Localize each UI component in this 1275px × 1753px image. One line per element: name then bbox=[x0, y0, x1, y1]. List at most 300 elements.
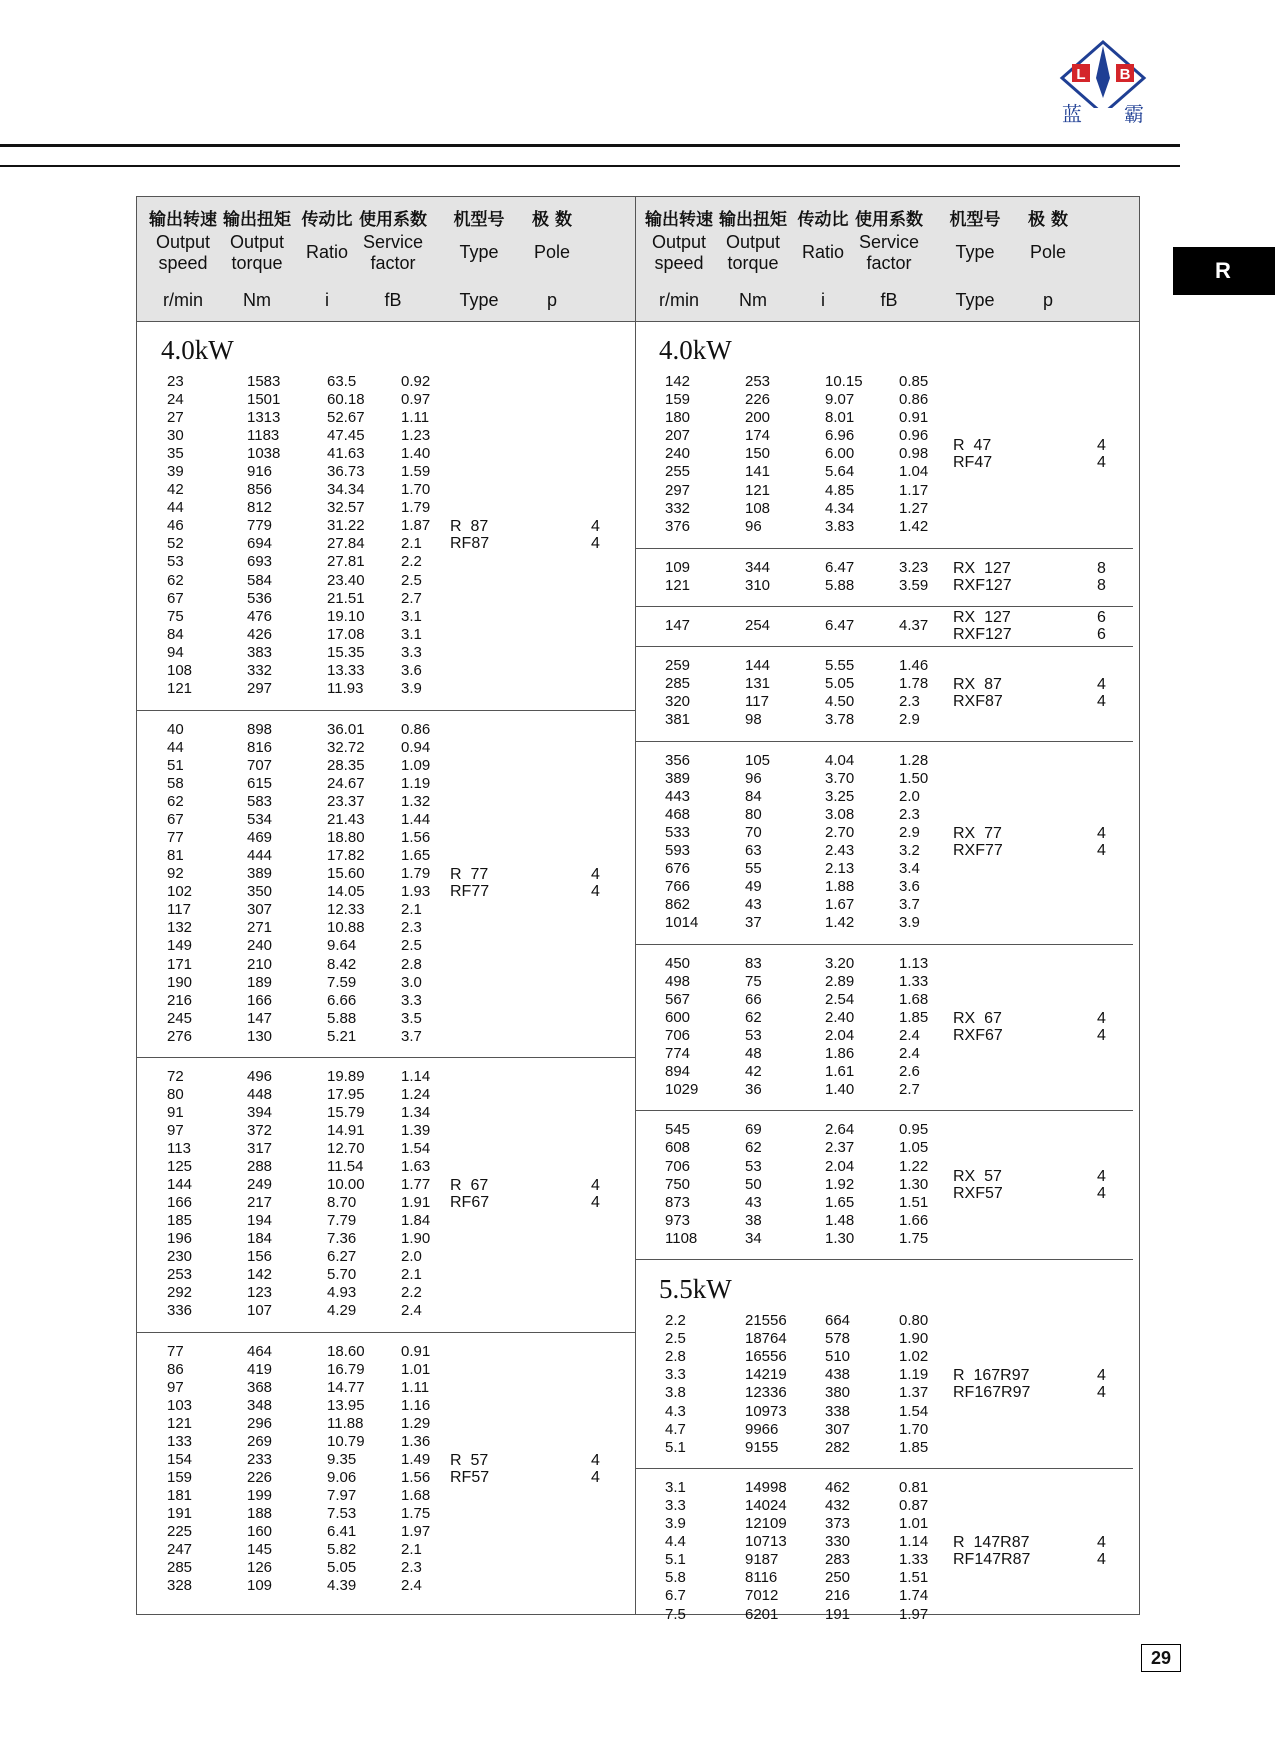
torque-cell: 141 bbox=[745, 463, 771, 481]
ratio-cell: 6.47 bbox=[825, 617, 855, 635]
torque-cell: 21556 bbox=[745, 1312, 787, 1330]
speed-cell: 190 bbox=[167, 973, 193, 991]
table-row bbox=[635, 1569, 1133, 1587]
ratio-cell: 5.64 bbox=[825, 463, 855, 481]
speed-cell: 5.1 bbox=[665, 1551, 686, 1569]
torque-cell: 188 bbox=[247, 1504, 273, 1522]
table-row bbox=[137, 427, 635, 445]
speed-cell: 240 bbox=[665, 445, 691, 463]
ratio-cell: 2.89 bbox=[825, 972, 855, 990]
torque-cell: 288 bbox=[247, 1158, 273, 1176]
table-row bbox=[635, 896, 1133, 914]
header-cn-1-0: 输出转速 bbox=[645, 210, 713, 230]
table-row bbox=[635, 1439, 1133, 1457]
spec-section bbox=[635, 606, 1133, 646]
factor-cell: 1.56 bbox=[401, 1468, 431, 1486]
factor-cell: 0.95 bbox=[899, 1121, 929, 1139]
torque-cell: 583 bbox=[247, 793, 273, 811]
ratio-cell: 34.34 bbox=[327, 481, 365, 499]
torque-cell: 53 bbox=[745, 1026, 762, 1044]
table-row bbox=[137, 1176, 635, 1194]
factor-cell: 3.4 bbox=[899, 860, 920, 878]
torque-cell: 98 bbox=[745, 711, 762, 729]
type-cell: RX 87 RXF87 bbox=[953, 676, 1003, 711]
spec-section bbox=[635, 1110, 1133, 1259]
factor-cell: 1.93 bbox=[401, 883, 431, 901]
table-row bbox=[635, 788, 1133, 806]
type-cell: RX 67 RXF67 bbox=[953, 1009, 1003, 1044]
table-row bbox=[635, 1176, 1133, 1194]
speed-cell: 4.7 bbox=[665, 1420, 686, 1438]
header-sym-0-3: fB bbox=[384, 290, 402, 310]
factor-cell: 1.68 bbox=[899, 990, 929, 1008]
table-row bbox=[635, 824, 1133, 842]
speed-cell: 4.3 bbox=[665, 1402, 686, 1420]
ratio-cell: 2.04 bbox=[825, 1157, 855, 1175]
ratio-cell: 11.88 bbox=[327, 1414, 364, 1432]
header-cn-0-3: 使用系数 bbox=[359, 210, 427, 230]
torque-cell: 6201 bbox=[745, 1605, 779, 1623]
speed-cell: 276 bbox=[167, 1027, 193, 1045]
speed-cell: 147 bbox=[665, 617, 691, 635]
table-row bbox=[635, 427, 1133, 445]
speed-cell: 247 bbox=[167, 1541, 193, 1559]
ratio-cell: 5.88 bbox=[327, 1009, 357, 1027]
speed-cell: 894 bbox=[665, 1063, 691, 1081]
factor-cell: 2.1 bbox=[401, 535, 422, 553]
torque-cell: 444 bbox=[247, 847, 273, 865]
factor-cell: 0.97 bbox=[401, 391, 431, 409]
ratio-cell: 17.82 bbox=[327, 847, 365, 865]
factor-cell: 1.74 bbox=[899, 1587, 929, 1605]
table-row bbox=[635, 1139, 1133, 1157]
speed-cell: 102 bbox=[167, 883, 193, 901]
table-row bbox=[635, 1194, 1133, 1212]
factor-cell: 1.23 bbox=[401, 427, 431, 445]
factor-cell: 1.79 bbox=[401, 865, 431, 883]
torque-cell: 144 bbox=[745, 657, 771, 675]
speed-cell: 121 bbox=[167, 679, 193, 697]
table-row bbox=[635, 373, 1133, 391]
ratio-cell: 11.54 bbox=[327, 1158, 364, 1176]
table-row bbox=[635, 500, 1133, 518]
header-cn-1-5: 极 数 bbox=[1028, 210, 1068, 230]
factor-cell: 1.33 bbox=[899, 1551, 929, 1569]
ratio-cell: 13.33 bbox=[327, 661, 365, 679]
torque-cell: 174 bbox=[745, 427, 771, 445]
ratio-cell: 21.51 bbox=[327, 589, 365, 607]
speed-cell: 125 bbox=[167, 1158, 193, 1176]
ratio-cell: 462 bbox=[825, 1478, 851, 1496]
ratio-cell: 2.70 bbox=[825, 823, 855, 841]
torque-cell: 1038 bbox=[247, 445, 281, 463]
torque-cell: 383 bbox=[247, 643, 273, 661]
factor-cell: 1.75 bbox=[899, 1229, 929, 1247]
speed-cell: 121 bbox=[167, 1414, 193, 1432]
spec-section bbox=[635, 1259, 1133, 1468]
factor-cell: 3.59 bbox=[899, 576, 929, 594]
factor-cell: 2.8 bbox=[401, 955, 422, 973]
speed-cell: 4.4 bbox=[665, 1533, 686, 1551]
ratio-cell: 4.93 bbox=[327, 1284, 357, 1302]
ratio-cell: 2.37 bbox=[825, 1139, 855, 1157]
table-row bbox=[635, 693, 1133, 711]
table-row bbox=[635, 391, 1133, 409]
speed-cell: 2.8 bbox=[665, 1348, 686, 1366]
torque-cell: 34 bbox=[745, 1229, 762, 1247]
speed-cell: 328 bbox=[167, 1577, 193, 1595]
header-cn-0-1: 输出扭矩 bbox=[223, 210, 291, 230]
factor-cell: 1.91 bbox=[401, 1194, 431, 1212]
torque-cell: 348 bbox=[247, 1396, 273, 1414]
torque-cell: 18764 bbox=[745, 1330, 787, 1348]
factor-cell: 1.85 bbox=[899, 1438, 929, 1456]
factor-cell: 1.34 bbox=[401, 1103, 431, 1121]
speed-cell: 40 bbox=[167, 720, 184, 738]
page-number: 29 bbox=[1141, 1644, 1181, 1672]
table-row bbox=[635, 1212, 1133, 1230]
factor-cell: 1.46 bbox=[899, 657, 929, 675]
table-row bbox=[137, 1505, 635, 1523]
table-row bbox=[635, 973, 1133, 991]
torque-cell: 14998 bbox=[745, 1478, 787, 1496]
factor-cell: 1.56 bbox=[401, 829, 431, 847]
header-en-1-1: Output torque bbox=[725, 232, 781, 273]
speed-cell: 52 bbox=[167, 535, 184, 553]
pole-cell: 4 4 bbox=[1097, 825, 1106, 860]
table-row bbox=[137, 373, 635, 391]
table-row bbox=[635, 842, 1133, 860]
speed-cell: 498 bbox=[665, 972, 691, 990]
ratio-cell: 250 bbox=[825, 1569, 851, 1587]
factor-cell: 1.14 bbox=[401, 1067, 431, 1085]
factor-cell: 0.96 bbox=[899, 427, 929, 445]
factor-cell: 3.7 bbox=[899, 896, 920, 914]
table-row bbox=[137, 1086, 635, 1104]
header-sym-1-0: r/min bbox=[659, 290, 699, 310]
speed-cell: 44 bbox=[167, 738, 184, 756]
header-sym-0-1: Nm bbox=[243, 290, 271, 310]
torque-cell: 160 bbox=[247, 1522, 273, 1540]
ratio-cell: 6.96 bbox=[825, 427, 855, 445]
ratio-cell: 36.73 bbox=[327, 463, 365, 481]
speed-cell: 35 bbox=[167, 445, 184, 463]
ratio-cell: 5.55 bbox=[825, 657, 855, 675]
speed-cell: 117 bbox=[167, 901, 191, 919]
logo-cn-left: 蓝 bbox=[1062, 102, 1082, 126]
table-row bbox=[635, 559, 1133, 577]
ratio-cell: 6.27 bbox=[327, 1248, 357, 1266]
brand-logo bbox=[1058, 38, 1148, 128]
table-row bbox=[137, 865, 635, 883]
table-row bbox=[635, 878, 1133, 896]
speed-cell: 77 bbox=[167, 829, 184, 847]
speed-cell: 297 bbox=[665, 481, 691, 499]
torque-cell: 297 bbox=[247, 679, 273, 697]
ratio-cell: 2.54 bbox=[825, 990, 855, 1008]
factor-cell: 1.90 bbox=[899, 1330, 929, 1348]
factor-cell: 0.91 bbox=[401, 1342, 431, 1360]
factor-cell: 3.3 bbox=[401, 643, 422, 661]
type-cell: RX 77 RXF77 bbox=[953, 825, 1003, 860]
torque-cell: 615 bbox=[247, 775, 273, 793]
torque-cell: 43 bbox=[745, 1193, 762, 1211]
torque-cell: 1183 bbox=[247, 427, 280, 445]
table-row bbox=[635, 806, 1133, 824]
speed-cell: 230 bbox=[167, 1248, 193, 1266]
factor-cell: 1.19 bbox=[401, 775, 431, 793]
ratio-cell: 7.59 bbox=[327, 973, 357, 991]
factor-cell: 1.29 bbox=[401, 1414, 431, 1432]
header-cn-0-5: 极 数 bbox=[532, 210, 572, 230]
factor-cell: 2.0 bbox=[899, 787, 920, 805]
ratio-cell: 7.97 bbox=[327, 1486, 357, 1504]
speed-cell: 766 bbox=[665, 878, 691, 896]
factor-cell: 1.75 bbox=[401, 1504, 431, 1522]
speed-cell: 600 bbox=[665, 1008, 691, 1026]
ratio-cell: 5.21 bbox=[327, 1027, 357, 1045]
factor-cell: 1.27 bbox=[899, 499, 929, 517]
factor-cell: 2.4 bbox=[899, 1045, 920, 1063]
factor-cell: 3.0 bbox=[401, 973, 422, 991]
speed-cell: 24 bbox=[167, 391, 184, 409]
table-row bbox=[635, 409, 1133, 427]
torque-cell: 62 bbox=[745, 1008, 762, 1026]
ratio-cell: 4.50 bbox=[825, 693, 855, 711]
table-row bbox=[635, 1045, 1133, 1063]
table-row bbox=[635, 1027, 1133, 1045]
table-row bbox=[137, 517, 635, 535]
header-en-0-5: Pole bbox=[533, 242, 571, 262]
speed-cell: 27 bbox=[167, 409, 184, 427]
table-row bbox=[137, 409, 635, 427]
table-row bbox=[635, 752, 1133, 770]
table-row bbox=[137, 793, 635, 811]
speed-cell: 873 bbox=[665, 1193, 691, 1211]
factor-cell: 1.51 bbox=[899, 1569, 929, 1587]
torque-cell: 269 bbox=[247, 1432, 273, 1450]
torque-cell: 55 bbox=[745, 860, 762, 878]
table-row bbox=[137, 1068, 635, 1086]
table-row bbox=[137, 1469, 635, 1487]
ratio-cell: 10.00 bbox=[327, 1176, 365, 1194]
table-row bbox=[137, 608, 635, 626]
torque-cell: 317 bbox=[247, 1139, 273, 1157]
factor-cell: 1.63 bbox=[401, 1158, 431, 1176]
speed-cell: 3.9 bbox=[665, 1515, 686, 1533]
speed-cell: 81 bbox=[167, 847, 184, 865]
ratio-cell: 14.91 bbox=[327, 1121, 365, 1139]
speed-cell: 292 bbox=[167, 1284, 193, 1302]
ratio-cell: 12.70 bbox=[327, 1139, 365, 1157]
factor-cell: 1.68 bbox=[401, 1486, 431, 1504]
ratio-cell: 47.45 bbox=[327, 427, 365, 445]
torque-cell: 332 bbox=[247, 661, 273, 679]
table-row bbox=[635, 1081, 1133, 1099]
speed-cell: 108 bbox=[167, 661, 193, 679]
factor-cell: 1.79 bbox=[401, 499, 431, 517]
torque-cell: 368 bbox=[247, 1378, 273, 1396]
torque-cell: 816 bbox=[247, 738, 273, 756]
torque-cell: 156 bbox=[247, 1248, 273, 1266]
factor-cell: 0.81 bbox=[899, 1478, 929, 1496]
pole-cell: 4 4 bbox=[591, 518, 600, 553]
ratio-cell: 10.88 bbox=[327, 919, 365, 937]
header-en-1-3: Service factor bbox=[858, 232, 920, 273]
torque-cell: 534 bbox=[247, 811, 273, 829]
header-cn-0-0: 输出转速 bbox=[149, 210, 217, 230]
factor-cell: 2.1 bbox=[401, 1541, 422, 1559]
speed-cell: 97 bbox=[167, 1378, 184, 1396]
table-row bbox=[635, 1551, 1133, 1569]
table-row bbox=[635, 445, 1133, 463]
ratio-cell: 6.66 bbox=[327, 991, 357, 1009]
torque-cell: 779 bbox=[247, 517, 273, 535]
type-cell: R 47 RF47 bbox=[953, 437, 993, 472]
ratio-cell: 4.04 bbox=[825, 751, 855, 769]
factor-cell: 1.54 bbox=[899, 1402, 929, 1420]
torque-cell: 14024 bbox=[745, 1496, 787, 1514]
spec-section bbox=[635, 944, 1133, 1111]
table-row bbox=[137, 1158, 635, 1176]
table-row bbox=[137, 992, 635, 1010]
torque-cell: 344 bbox=[745, 558, 771, 576]
torque-cell: 126 bbox=[247, 1559, 273, 1577]
ratio-cell: 1.61 bbox=[825, 1063, 855, 1081]
torque-cell: 898 bbox=[247, 720, 273, 738]
factor-cell: 2.1 bbox=[401, 901, 422, 919]
torque-cell: 310 bbox=[745, 576, 771, 594]
power-heading: 4.0kW bbox=[161, 335, 234, 365]
torque-cell: 1501 bbox=[247, 391, 281, 409]
top-rule-thick bbox=[0, 144, 1180, 147]
table-row bbox=[137, 1230, 635, 1248]
table-row bbox=[137, 391, 635, 409]
ratio-cell: 578 bbox=[825, 1330, 851, 1348]
table-row bbox=[137, 590, 635, 608]
ratio-cell: 2.13 bbox=[825, 860, 855, 878]
speed-cell: 450 bbox=[665, 954, 691, 972]
torque-cell: 350 bbox=[247, 883, 273, 901]
factor-cell: 2.3 bbox=[401, 1559, 422, 1577]
speed-cell: 376 bbox=[665, 517, 691, 535]
table-row bbox=[635, 1009, 1133, 1027]
ratio-cell: 13.95 bbox=[327, 1396, 365, 1414]
logo-letter-l: L bbox=[1076, 66, 1086, 83]
speed-cell: 7.5 bbox=[665, 1605, 686, 1623]
torque-cell: 62 bbox=[745, 1139, 762, 1157]
ratio-cell: 3.78 bbox=[825, 711, 855, 729]
table-row bbox=[635, 482, 1133, 500]
torque-cell: 14219 bbox=[745, 1366, 787, 1384]
header-sym-1-3: fB bbox=[880, 290, 898, 310]
table-row bbox=[635, 1158, 1133, 1176]
selection-table bbox=[136, 196, 1140, 1623]
speed-cell: 706 bbox=[665, 1157, 691, 1175]
ratio-cell: 7.79 bbox=[327, 1212, 357, 1230]
table-row bbox=[137, 1028, 635, 1046]
torque-cell: 10713 bbox=[745, 1533, 787, 1551]
torque-cell: 389 bbox=[247, 865, 273, 883]
ratio-cell: 32.72 bbox=[327, 738, 365, 756]
torque-cell: 75 bbox=[745, 972, 762, 990]
header-sym-0-5: p bbox=[546, 290, 557, 310]
ratio-cell: 24.67 bbox=[327, 775, 365, 793]
factor-cell: 1.85 bbox=[899, 1008, 929, 1026]
table-row bbox=[635, 617, 1133, 635]
torque-cell: 496 bbox=[247, 1067, 273, 1085]
table-row bbox=[137, 883, 635, 901]
ratio-cell: 1.40 bbox=[825, 1081, 855, 1099]
ratio-cell: 380 bbox=[825, 1384, 851, 1402]
factor-cell: 3.9 bbox=[899, 914, 920, 932]
factor-cell: 1.02 bbox=[899, 1348, 929, 1366]
torque-cell: 69 bbox=[745, 1121, 762, 1139]
speed-cell: 84 bbox=[167, 625, 184, 643]
table-row bbox=[635, 914, 1133, 932]
ratio-cell: 27.84 bbox=[327, 535, 365, 553]
factor-cell: 1.24 bbox=[401, 1085, 431, 1103]
ratio-cell: 31.22 bbox=[327, 517, 365, 535]
speed-cell: 356 bbox=[665, 751, 691, 769]
ratio-cell: 6.00 bbox=[825, 445, 855, 463]
type-cell: R 87 RF87 bbox=[450, 518, 490, 553]
table-row bbox=[137, 1284, 635, 1302]
speed-cell: 3.3 bbox=[665, 1496, 686, 1514]
factor-cell: 1.01 bbox=[401, 1360, 431, 1378]
torque-cell: 253 bbox=[745, 373, 771, 390]
speed-cell: 180 bbox=[665, 409, 691, 427]
table-row bbox=[635, 1384, 1133, 1402]
speed-cell: 443 bbox=[665, 787, 691, 805]
speed-cell: 133 bbox=[167, 1432, 193, 1450]
ratio-cell: 28.35 bbox=[327, 756, 365, 774]
table-row bbox=[635, 1533, 1133, 1551]
header-sym-1-2: i bbox=[821, 290, 825, 310]
table-row bbox=[137, 1194, 635, 1212]
speed-cell: 191 bbox=[167, 1504, 193, 1522]
logo-cn-right: 霸 bbox=[1124, 102, 1144, 126]
table-row bbox=[137, 626, 635, 644]
torque-cell: 210 bbox=[247, 955, 273, 973]
ratio-cell: 9.06 bbox=[327, 1468, 357, 1486]
torque-cell: 536 bbox=[247, 589, 273, 607]
header-en-0-3: Service factor bbox=[362, 232, 424, 273]
ratio-cell: 4.29 bbox=[327, 1302, 357, 1320]
factor-cell: 1.11 bbox=[401, 1378, 430, 1396]
header-en-1-2: Ratio bbox=[801, 242, 845, 262]
torque-cell: 476 bbox=[247, 607, 273, 625]
table-row bbox=[137, 1343, 635, 1361]
factor-cell: 1.90 bbox=[401, 1230, 431, 1248]
factor-cell: 1.54 bbox=[401, 1139, 431, 1157]
torque-cell: 42 bbox=[745, 1063, 762, 1081]
torque-cell: 812 bbox=[247, 499, 273, 517]
ratio-cell: 1.86 bbox=[825, 1045, 855, 1063]
factor-cell: 2.4 bbox=[401, 1577, 422, 1595]
table-row bbox=[635, 1515, 1133, 1533]
torque-cell: 189 bbox=[247, 973, 273, 991]
torque-cell: 249 bbox=[247, 1176, 273, 1194]
factor-cell: 2.3 bbox=[401, 919, 422, 937]
section-tab bbox=[1173, 247, 1275, 295]
torque-cell: 194 bbox=[247, 1212, 273, 1230]
speed-cell: 80 bbox=[167, 1085, 184, 1103]
torque-cell: 226 bbox=[247, 1468, 273, 1486]
ratio-cell: 1.88 bbox=[825, 878, 855, 896]
torque-cell: 200 bbox=[745, 409, 771, 427]
ratio-cell: 1.67 bbox=[825, 896, 855, 914]
